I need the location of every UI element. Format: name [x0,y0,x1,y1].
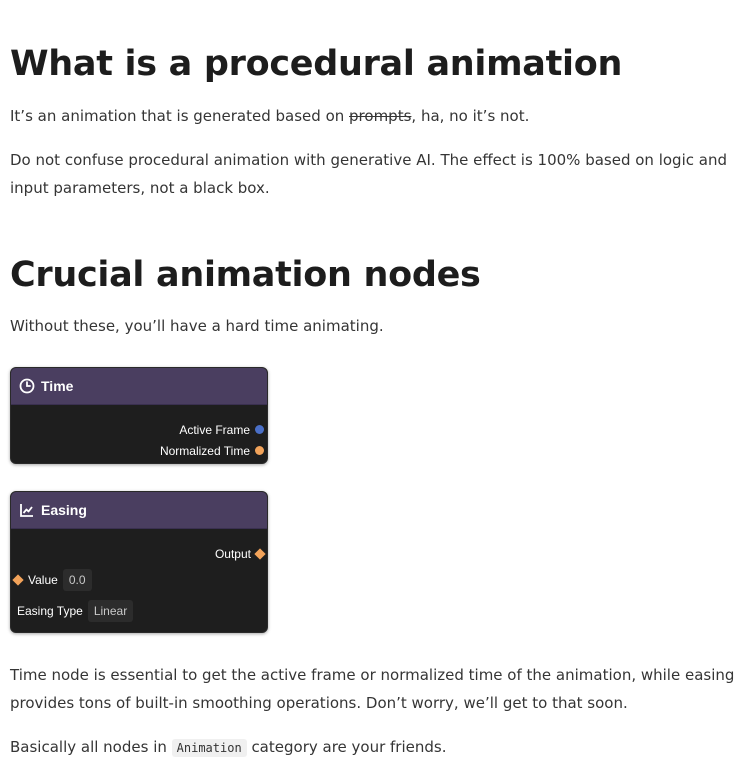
easing-node-header [11,492,267,529]
normalized-time-socket[interactable] [255,446,264,455]
intro-text-after: , ha, no it’s not. [411,107,530,125]
clock-icon [19,378,35,394]
time-easing-paragraph: Time node is essential to get the active frame or normalized time of the animation, while easing provides tons of built-in smoothing operations. Don’t worry, we’ll get to that soon. [10,666,735,712]
active-frame-output [11,419,267,440]
strikethrough-word: prompts [349,107,412,125]
nodes-intro-paragraph: Without these, you’ll have a hard time animating. [10,317,384,335]
heading-crucial-nodes: Crucial animation nodes [10,255,481,295]
heading-procedural-animation: What is a procedural animation [10,44,623,84]
easing-output [11,543,267,564]
easing-type-select[interactable]: Linear [88,600,133,622]
value-field[interactable]: 0.0 [63,569,92,591]
value-input-row [11,568,267,592]
active-frame-label: Active Frame [179,422,250,437]
normalized-time-output [11,440,267,461]
p5-after: category are your friends. [246,738,447,756]
easing-type-label: Easing Type [17,604,83,618]
output-socket[interactable] [254,548,265,559]
easing-type-row [11,599,267,623]
chart-icon [19,502,35,518]
easing-node [10,491,268,633]
easing-node-title: Easing [41,502,87,518]
generative-ai-paragraph: Do not confuse procedural animation with generative AI. The effect is 100% based on logic and input parameters, not a black box. [10,151,727,197]
value-label: Value [28,573,58,587]
time-node-header [11,368,267,405]
animation-category-paragraph [10,733,446,762]
animation-code: Animation [172,739,247,757]
output-label: Output [214,546,251,561]
intro-paragraph [10,102,529,130]
p5-before: Basically all nodes in [10,738,172,756]
intro-text-before: It’s an animation that is generated based on [10,107,350,125]
time-node-title: Time [41,378,74,394]
time-node [10,367,268,464]
value-socket[interactable] [12,574,23,585]
active-frame-socket[interactable] [255,425,264,434]
normalized-time-label: Normalized Time [159,443,250,458]
